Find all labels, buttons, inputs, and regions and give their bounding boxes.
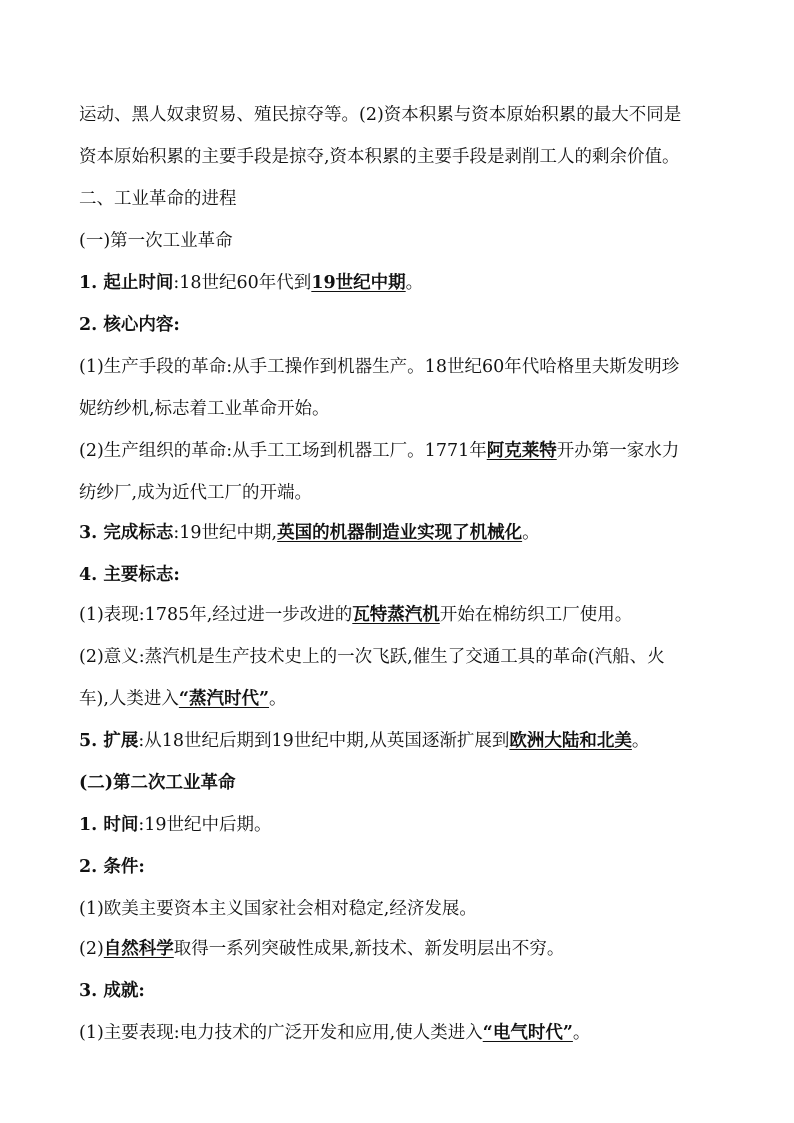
text: (2)意义:蒸汽机是生产技术史上的一次飞跃,催生了交通工具的革命(汽船、火	[79, 647, 665, 667]
key-term: 英国的机器制造业实现了机械化	[277, 523, 523, 543]
text: 妮纺纱机,标志着工业革命开始。	[79, 399, 330, 419]
text: (二)第二次工业革命	[79, 773, 236, 793]
text: 。	[405, 273, 424, 293]
text-line	[79, 687, 719, 711]
section-heading	[79, 187, 719, 211]
text: (2)生产组织的革命:从手工工场到机器工厂。1771年	[79, 441, 487, 461]
text-line	[79, 603, 719, 627]
item-label: 1. 起止时间	[79, 273, 174, 293]
text: 开始在棉纺织工厂使用。	[439, 605, 633, 625]
text: 运动、黑人奴隶贸易、殖民掠夺等。(2)资本积累与资本原始积累的最大不同是	[79, 105, 682, 125]
text-line	[79, 937, 719, 961]
item-label: 2. 核心内容:	[79, 315, 180, 335]
text-line	[79, 397, 719, 421]
text: (1)欧美主要资本主义国家社会相对稳定,经济发展。	[79, 899, 477, 919]
text-line	[79, 521, 719, 545]
text-line	[79, 439, 719, 463]
text-line	[79, 979, 719, 1003]
text-line	[79, 645, 719, 669]
text: 取得一系列突破性成果,新技术、新发明层出不穷。	[173, 939, 565, 959]
text-line	[79, 271, 719, 295]
text: (一)第一次工业革命	[79, 231, 233, 251]
text-line	[79, 563, 719, 587]
text-line	[79, 1021, 719, 1045]
text: 。	[269, 689, 287, 709]
text: :从18世纪后期到19世纪中期,从英国逐渐扩展到	[138, 731, 510, 751]
subsection-heading	[79, 771, 719, 795]
key-term: 欧洲大陆和北美	[509, 731, 632, 751]
subsection-heading	[79, 229, 719, 253]
text: 资本原始积累的主要手段是掠夺,资本积累的主要手段是剥削工人的剩余价值。	[79, 147, 680, 167]
text-line	[79, 313, 719, 337]
text-line	[79, 813, 719, 837]
text: 开办第一家水力	[556, 441, 680, 461]
text: (1)主要表现:电力技术的广泛开发和应用,使人类进入	[79, 1023, 483, 1043]
item-label: 3. 成就:	[79, 981, 145, 1001]
text: 。	[572, 1023, 591, 1043]
key-term: “蒸汽时代”	[178, 689, 270, 709]
text: 。	[631, 731, 650, 751]
text: (1)表现:1785年,经过进一步改进的	[79, 605, 353, 625]
text-line	[79, 855, 719, 879]
text-line	[79, 481, 719, 505]
text: 二、工业革命的进程	[79, 189, 237, 209]
key-term: 自然科学	[103, 939, 174, 959]
text: 。	[522, 523, 540, 543]
text: :19世纪中后期。	[138, 815, 272, 835]
key-term: 瓦特蒸汽机	[352, 605, 440, 625]
text-line	[79, 355, 719, 379]
item-label: 3. 完成标志	[79, 523, 174, 543]
text: :19世纪中期,	[173, 523, 278, 543]
item-label: 1. 时间	[79, 815, 139, 835]
text: 纺纱厂,成为近代工厂的开端。	[79, 483, 313, 503]
text-line	[79, 729, 719, 753]
item-label: 2. 条件:	[79, 857, 145, 877]
item-label: 4. 主要标志:	[79, 565, 180, 585]
key-term: 阿克莱特	[486, 441, 557, 461]
text: (1)生产手段的革命:从手工操作到机器生产。18世纪60年代哈格里夫斯发明珍	[79, 357, 680, 377]
item-label: 5. 扩展	[79, 731, 139, 751]
text-line	[79, 145, 719, 169]
text: 车),人类进入	[79, 689, 179, 709]
text: (2)	[79, 939, 104, 959]
text-line	[79, 103, 719, 127]
text: :18世纪60年代到	[173, 273, 312, 293]
key-term: 19世纪中期	[311, 273, 406, 293]
text-line	[79, 897, 719, 921]
key-term: “电气时代”	[482, 1023, 573, 1043]
